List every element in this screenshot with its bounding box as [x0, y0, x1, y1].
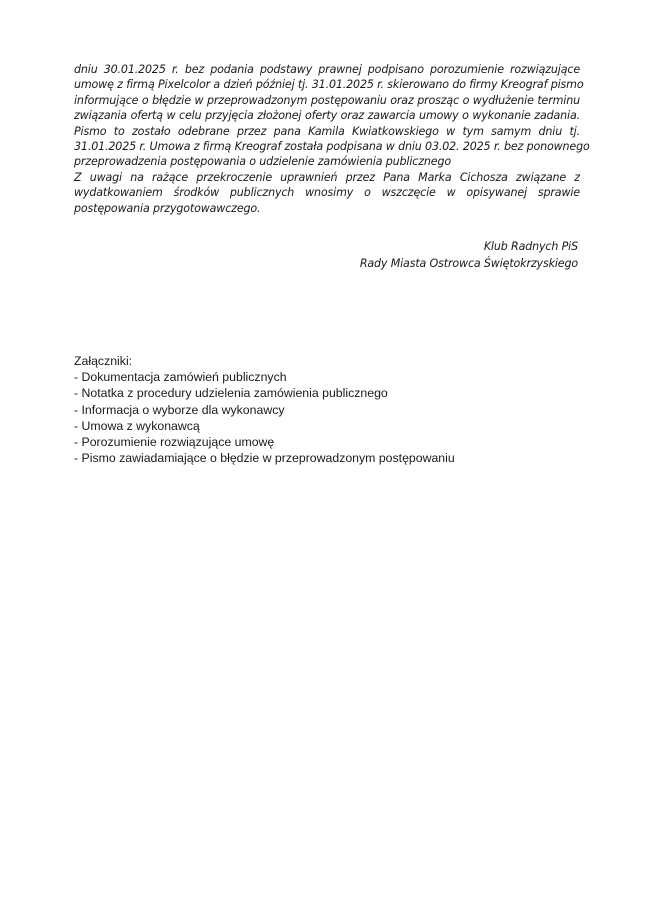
attachments-list — [74, 369, 594, 466]
body-line: wydatkowaniem środków publicznych wnosimy o wszczęcie w opisywanej sprawie — [74, 186, 580, 200]
signature-council: Rady Miasta Ostrowca Świętokrzyskiego — [359, 257, 578, 270]
attachment-item: - Dokumentacja zamówień publicznych — [74, 370, 287, 385]
body-line: przeprowadzenia postępowania o udzielenie zamówienia publicznego — [74, 155, 451, 169]
body-line: dniu 30.01.2025 r. bez podania podstawy prawnej podpisano porozumienie rozwiązujące — [74, 63, 580, 76]
body-line: Pismo to zostało odebrane przez pana Kamila Kwiatkowskiego w tym samym dniu tj. — [74, 124, 580, 138]
signature-block — [178, 238, 578, 272]
paragraph-request — [74, 170, 580, 216]
body-line: Z uwagi na rażące przekroczenie uprawnień przez Pana Marka Cichosza związane z — [74, 170, 580, 184]
attachment-item: - Umowa z wykonawcą — [74, 418, 200, 433]
body-line: postępowania przygotowawczego. — [74, 201, 261, 215]
attachments-title: Załączniki: — [74, 354, 133, 368]
signature-club: Klub Radnych PiS — [483, 240, 578, 253]
body-line: 31.01.2025 r. Umowa z firmą Kreograf została podpisana w dniu 03.02. 2025 r. bez ponownego — [74, 140, 590, 154]
attachment-item: - Informacja o wyborze dla wykonawcy — [74, 402, 285, 417]
body-text — [74, 62, 590, 216]
attachment-item: - Porozumienie rozwiązujące umowę — [74, 435, 275, 450]
attachment-item: - Pismo zawiadamiające o błędzie w przeprowadzonym postępowaniu — [74, 451, 455, 466]
attachment-item: - Notatka z procedury udzielenia zamówienia publicznego — [74, 386, 388, 401]
body-line: informujące o błędzie w przeprowadzonym postępowaniu oraz prosząc o wydłużenie terminu — [74, 93, 580, 107]
attachments-section — [74, 353, 594, 466]
body-line: umowę z firmą Pixelcolor a dzień później tj. 31.01.2025 r. skierowano do firmy Kreograf pismo — [74, 78, 584, 92]
body-line: związania ofertą w celu przyjęcia złożonej oferty oraz zawarcia umowy o wykonanie zadania. — [74, 109, 580, 123]
paragraph-procurement-facts — [74, 62, 590, 170]
